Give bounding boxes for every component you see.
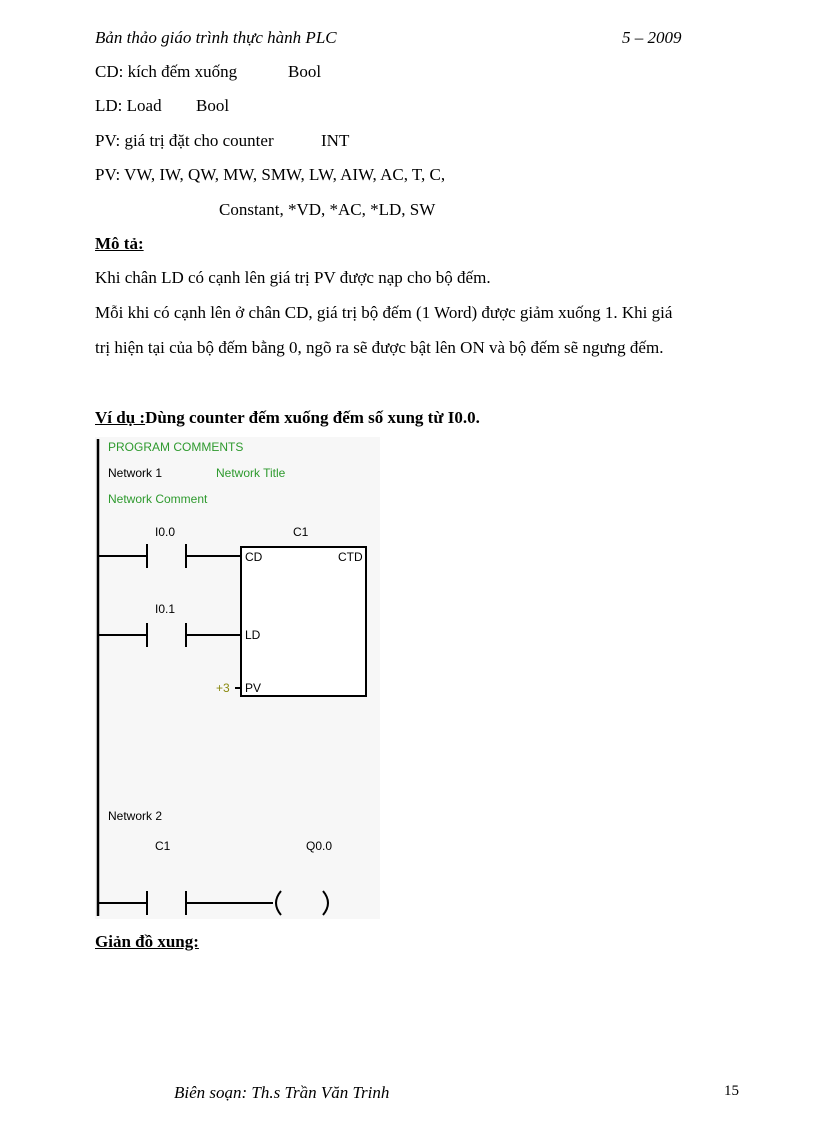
pin-pv: PV — [245, 681, 262, 695]
description-p1: Khi chân LD có cạnh lên giá trị PV được nạp cho bộ đếm. — [95, 268, 491, 287]
example-text: Dùng counter đếm xuống đếm số xung từ I0.0. — [145, 408, 480, 427]
param-label: PV: giá trị đặt cho counter — [95, 131, 274, 150]
page-number: 15 — [724, 1083, 739, 1099]
ctd-box — [241, 547, 366, 696]
description-p2-line1: Mỗi khi có cạnh lên ở chân CD, giá trị bộ đếm (1 Word) được giảm xuống 1. Khi giá — [95, 303, 673, 322]
pulse-heading: Giản đồ xung: — [95, 932, 199, 951]
pin-ld: LD — [245, 628, 261, 642]
pv-value: +3 — [216, 681, 230, 695]
network1-label: Network 1 — [108, 466, 163, 480]
example-label: Ví dụ : — [95, 408, 146, 427]
description-p2-line2: trị hiện tại của bộ đếm bằng 0, ngõ ra sẽ được bật lên ON và bộ đếm sẽ ngưng đếm. — [95, 338, 664, 357]
operands-line-2: Constant, *VD, *AC, *LD, SW — [219, 200, 436, 219]
network2-label: Network 2 — [108, 809, 163, 823]
operands-line-1: PV: VW, IW, QW, MW, SMW, LW, AIW, AC, T, C, — [95, 165, 446, 184]
description-heading: Mô tả: — [95, 234, 144, 253]
footer-author: Biên soạn: Th.s Trần Văn Trinh — [174, 1083, 390, 1102]
coil-label: Q0.0 — [306, 839, 333, 853]
ctd-type: CTD — [338, 550, 363, 564]
counter-name: C1 — [293, 525, 309, 539]
param-type: INT — [321, 131, 350, 150]
contact-i01-label: I0.1 — [155, 602, 176, 616]
contact-i00-label: I0.0 — [155, 525, 176, 539]
ladder-diagram — [95, 437, 380, 919]
param-label: CD: kích đếm xuống — [95, 62, 238, 81]
header-date: 5 – 2009 — [622, 28, 682, 47]
param-pv — [95, 131, 350, 151]
param-cd — [95, 62, 322, 82]
pin-cd: CD — [245, 550, 263, 564]
network1-title: Network Title — [216, 466, 286, 480]
example-heading — [95, 408, 480, 428]
program-comments: PROGRAM COMMENTS — [108, 440, 244, 454]
contact-c1-label: C1 — [155, 839, 171, 853]
param-type: Bool — [196, 96, 230, 115]
network-comment: Network Comment — [108, 492, 208, 506]
header-title: Bản thảo giáo trình thực hành PLC — [95, 28, 337, 47]
param-ld — [95, 96, 230, 116]
param-label: LD: Load — [95, 96, 162, 115]
param-type: Bool — [288, 62, 322, 81]
